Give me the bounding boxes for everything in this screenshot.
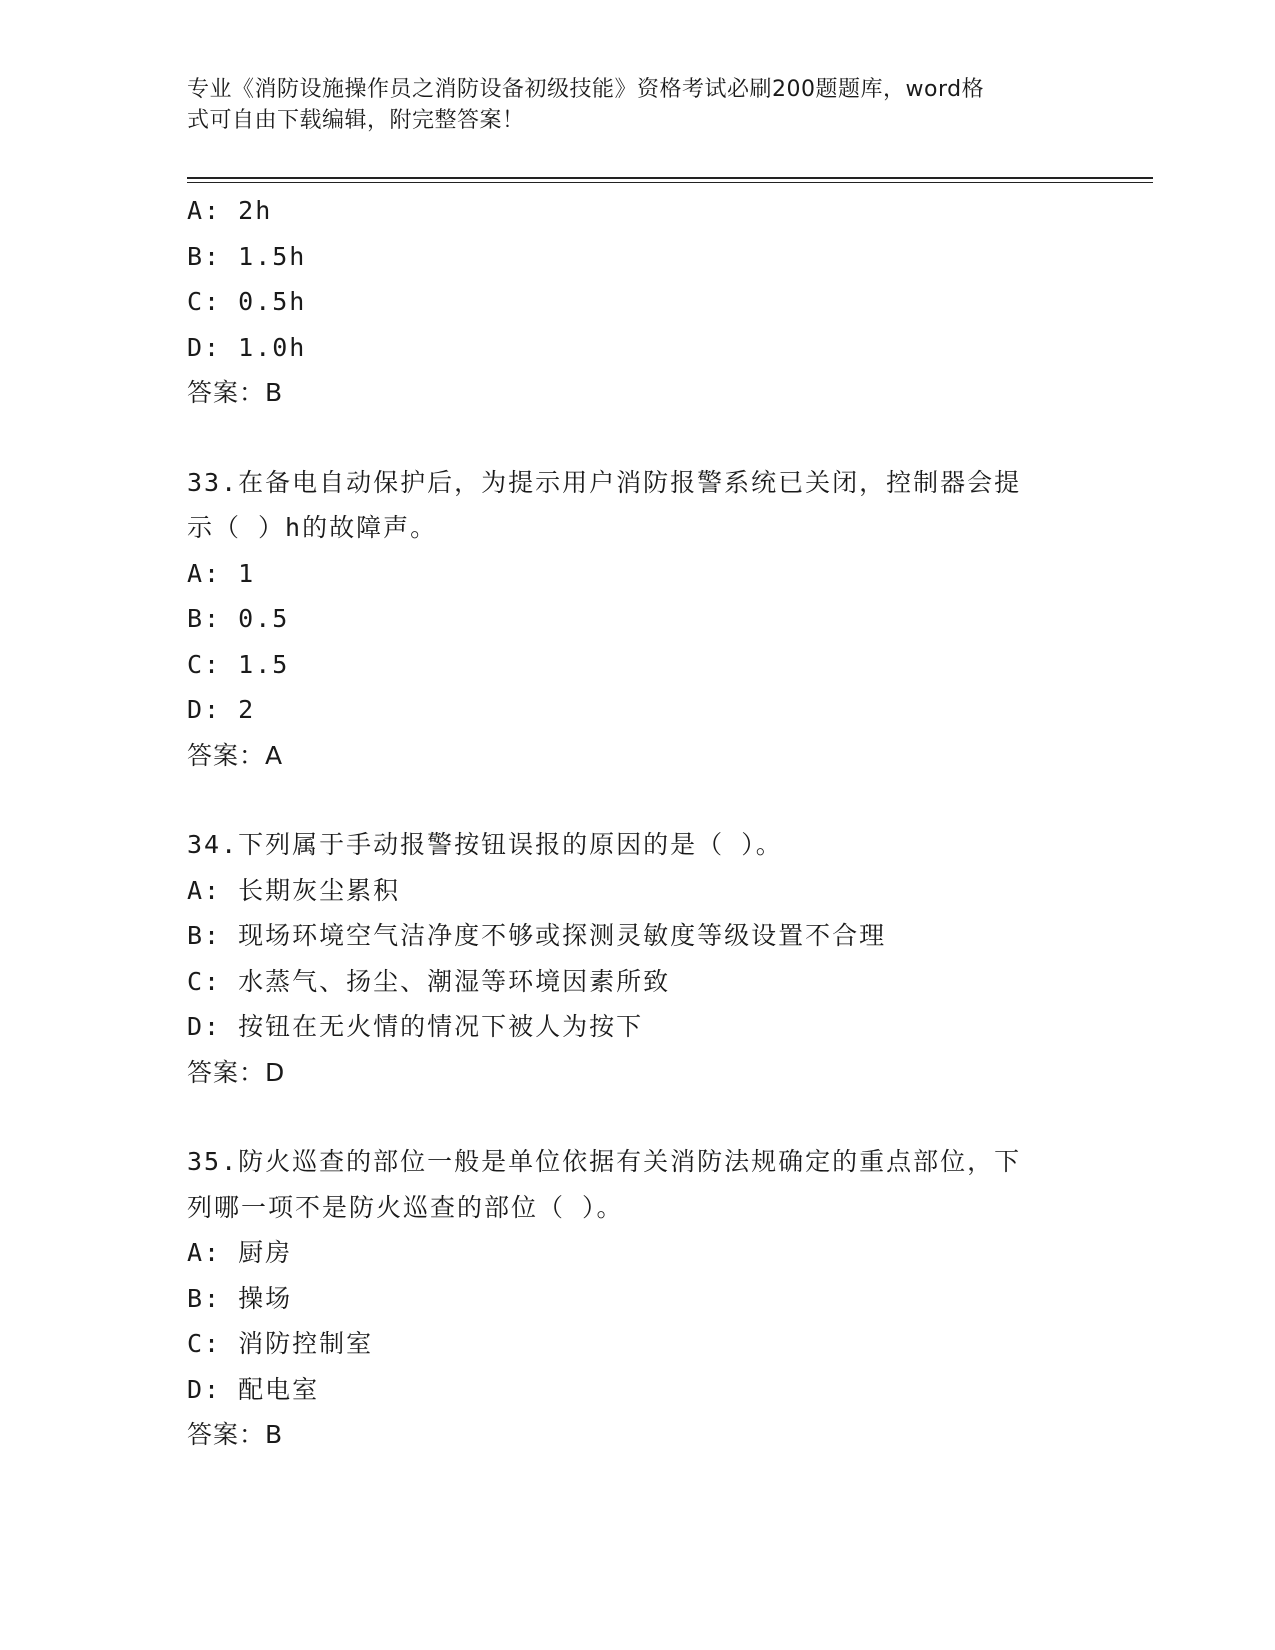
q32-option-a: A: 2h (187, 196, 273, 225)
q33-stem-line-1: 33.在备电自动保护后，为提示用户消防报警系统已关闭，控制器会提 (187, 467, 1022, 497)
q35-option-b: B: 操场 (187, 1283, 293, 1313)
header-divider-thick (187, 177, 1153, 179)
q35-answer: 答案：B (187, 1420, 284, 1449)
q35-stem-line-2: 列哪一项不是防火巡查的部位（ ）。 (187, 1192, 624, 1222)
q34-answer: 答案：D (187, 1057, 286, 1087)
q35-option-c: C: 消防控制室 (187, 1329, 374, 1358)
q32-option-b: B: 1.5h (187, 241, 307, 271)
q32-option-d: D: 1.0h (187, 332, 307, 362)
question-35-block (187, 1139, 1087, 1458)
q32-option-c: C: 0.5h (187, 287, 307, 316)
q33-answer: 答案：A (187, 740, 284, 770)
question-gap (187, 778, 1087, 822)
header-divider-thin (187, 182, 1153, 183)
q33-option-b: B: 0.5 (187, 604, 290, 633)
question-gap (187, 1095, 1087, 1139)
q34-option-d: D: 按钮在无火情的情况下被人为按下 (187, 1012, 644, 1041)
q32-answer: 答案：B (187, 378, 284, 407)
q33-option-d: D: 2 (187, 695, 256, 724)
question-34-block (187, 822, 1087, 1095)
q35-option-d: D: 配电室 (187, 1374, 320, 1404)
q35-option-a: A: 厨房 (187, 1238, 293, 1267)
header-line-1: 专业《消防设施操作员之消防设备初级技能》资格考试必刷200题题库，word格 (187, 77, 985, 102)
q34-stem-line-1: 34.下列属于手动报警按钮误报的原因的是（ ）。 (187, 830, 783, 859)
question-gap (187, 416, 1087, 460)
header-line-2: 式可自由下载编辑，附完整答案！ (187, 108, 525, 133)
q33-option-c: C: 1.5 (187, 649, 290, 679)
question-32-block (187, 188, 1087, 416)
document-header (187, 74, 1067, 136)
q34-option-a: A: 长期灰尘累积 (187, 875, 401, 905)
q33-stem-line-2: 示（ ）h的故障声。 (187, 513, 438, 542)
q33-option-a: A: 1 (187, 558, 256, 588)
question-list (187, 188, 1087, 1458)
q35-stem-line-1: 35.防火巡查的部位一般是单位依据有关消防法规确定的重点部位，下 (187, 1147, 1022, 1176)
q34-option-b: B: 现场环境空气洁净度不够或探测灵敏度等级设置不合理 (187, 921, 887, 950)
question-33-block (187, 460, 1087, 779)
q34-option-c: C: 水蒸气、扬尘、潮湿等环境因素所致 (187, 966, 671, 996)
